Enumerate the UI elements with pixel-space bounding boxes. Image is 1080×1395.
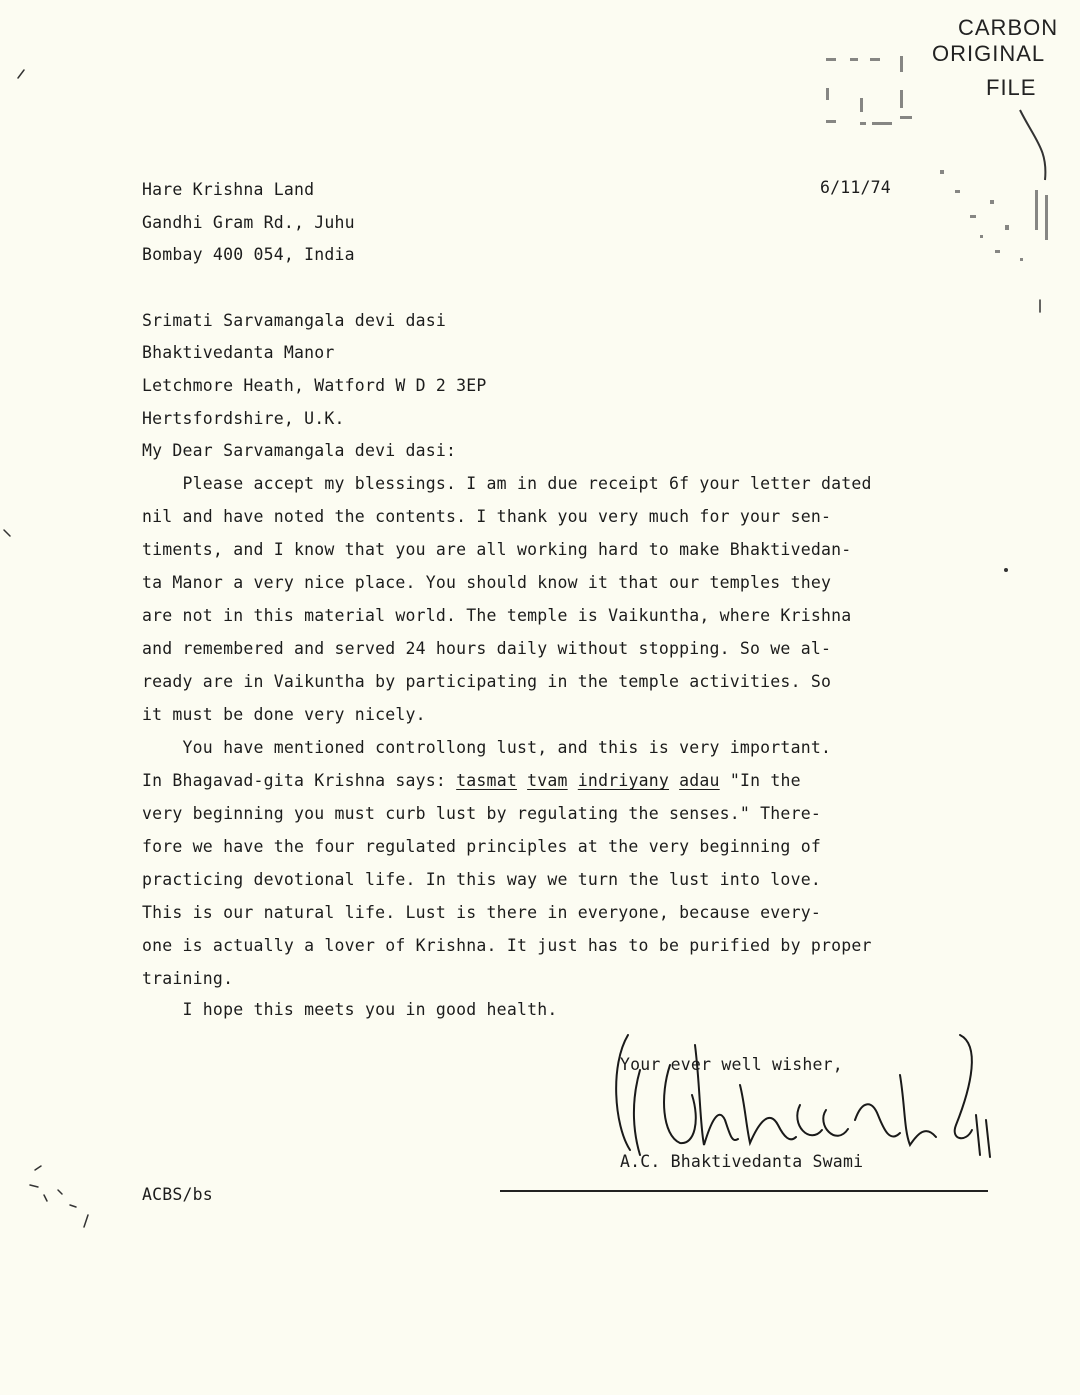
p1-line: ready are in Vaikuntha by participating in the temple activities. So: [142, 672, 832, 691]
p2-line: fore we have the four regulated principles at the very beginning of: [142, 837, 821, 856]
letter-date: 6/11/74: [820, 178, 891, 197]
sender-line-1: Hare Krishna Land: [142, 180, 315, 199]
sender-line-2: Gandhi Gram Rd., Juhu: [142, 213, 355, 232]
p1-line: nil and have noted the contents. I thank you very much for your sen-: [142, 507, 832, 526]
p1-line: and remembered and served 24 hours daily without stopping. So we al-: [142, 639, 832, 658]
p1-line: Please accept my blessings. I am in due receipt 6f your letter dated: [142, 474, 872, 493]
typist-initials: ACBS/bs: [142, 1185, 213, 1204]
p2-line: one is actually a lover of Krishna. It just has to be purified by proper: [142, 936, 872, 955]
signatory-name: A.C. Bhaktivedanta Swami: [620, 1152, 864, 1171]
p2-quote-tail: "In the: [719, 771, 801, 790]
quote-word: tasmat: [456, 771, 517, 790]
quote-word: tvam: [527, 771, 568, 790]
stamp-line-1: CARBON: [958, 15, 1059, 40]
salutation: My Dear Sarvamangala devi dasi:: [142, 441, 457, 460]
p2-quote-lead: In Bhagavad-gita Krishna says:: [142, 771, 457, 790]
p2-line: very beginning you must curb lust by regulating the senses." There-: [142, 804, 821, 823]
recipient-line-4: Hertsfordshire, U.K.: [142, 409, 345, 428]
p2-line: practicing devotional life. In this way we turn the lust into love.: [142, 870, 821, 889]
p2-line: This is our natural life. Lust is there in everyone, because every-: [142, 903, 821, 922]
quote-word: indriyany: [577, 771, 670, 790]
p1-line: are not in this material world. The temple is Vaikuntha, where Krishna: [142, 606, 852, 625]
quote-word: adau: [679, 771, 720, 790]
closing: Your ever well wisher,: [620, 1055, 843, 1074]
p1-line: ta Manor a very nice place. You should know it that our temples they: [142, 573, 832, 592]
paragraph-3: I hope this meets you in good health.: [142, 1000, 558, 1019]
recipient-line-3: Letchmore Heath, Watford W D 2 3EP: [142, 376, 487, 395]
p1-line: it must be done very nicely.: [142, 705, 426, 724]
stamp-line-2: ORIGINAL: [932, 41, 1046, 66]
p1-line: timents, and I know that you are all working hard to make Bhaktivedan-: [142, 540, 852, 559]
stamp-line-3: FILE: [986, 75, 1037, 100]
recipient-line-2: Bhaktivedanta Manor: [142, 343, 335, 362]
p2-line: You have mentioned controllong lust, and this is very important.: [142, 738, 832, 757]
recipient-line-1: Srimati Sarvamangala devi dasi: [142, 311, 447, 330]
sender-line-3: Bombay 400 054, India: [142, 245, 355, 264]
p2-line: training.: [142, 969, 234, 988]
